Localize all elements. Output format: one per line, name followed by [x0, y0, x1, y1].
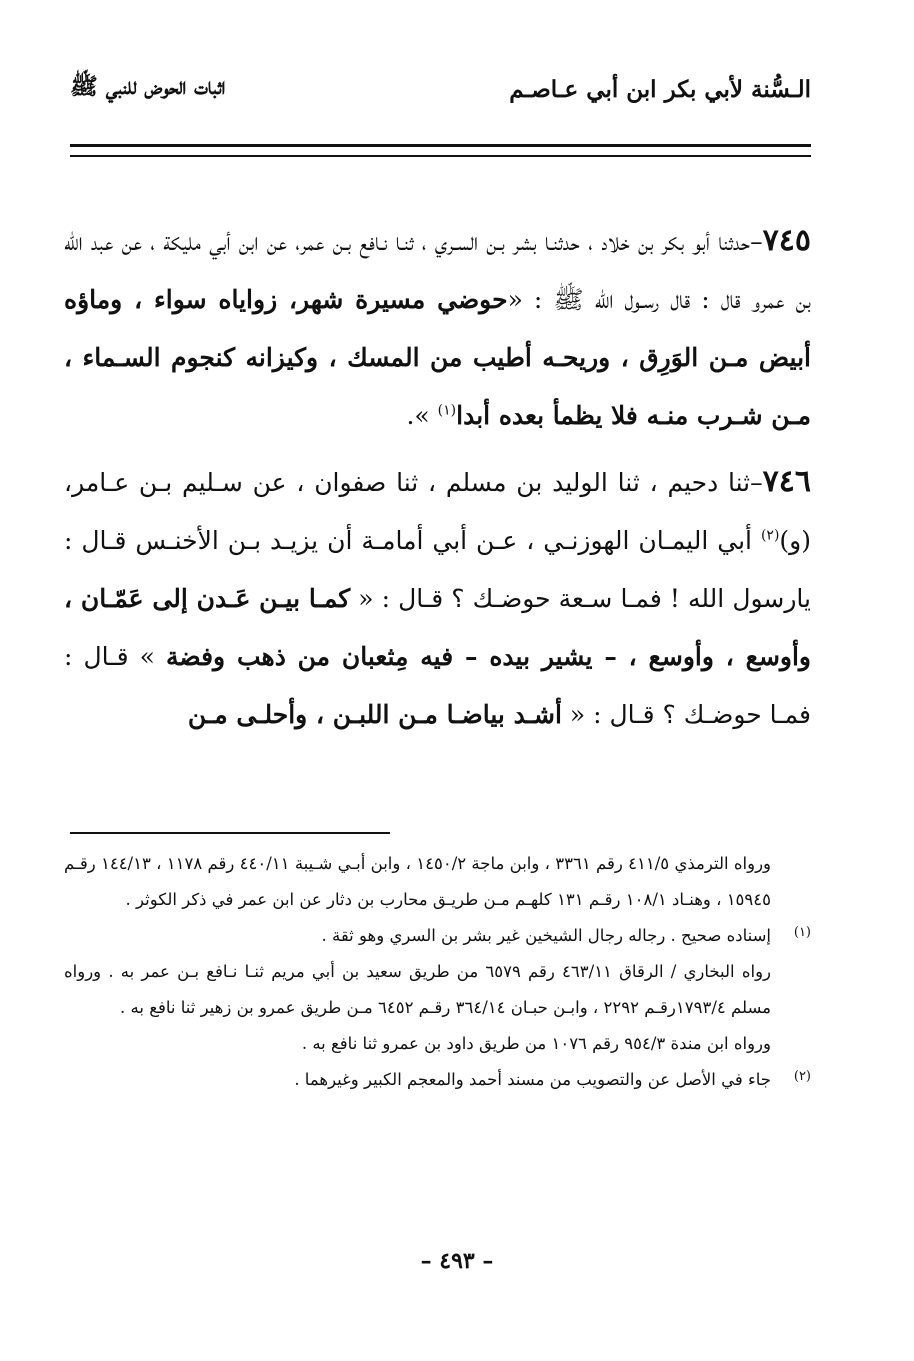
page-number: – ٤٩٣ – — [420, 1248, 494, 1274]
main-text — [64, 212, 811, 752]
hadith-matn: حوضي مسيرة شهر، زواياه سواء ، وماؤه أبيض مـن الوَرِق ، وريحـه أطيب من المسك ، وكيزانه كنجوم السـماء ، مـن شـرب منـه فلا يظمأ بعده أبدا — [64, 285, 811, 430]
footnote-continued: ورواه الترمذي ٤١١/٥ رقم ٣٣٦١ ، وابن ماجة ١٤٥٠/٢ ، وابن أبـي شـيبة ٤٤٠/١١ رقم ١١٧٨ ، ١٤٤/١٣ رقـم ١٥٩٤٥ ، وهنـاد ١٠٨/١ رقـم ١٣١ كلهـم مـن طريـق محارب بن دثار عن ابن عمر في ذكر الكوثر . — [64, 854, 772, 909]
hadith-closing: ». — [406, 401, 438, 430]
header-rule-thin — [70, 155, 811, 157]
footnote-ref-1[interactable]: (١) — [437, 402, 457, 419]
hadith-isnad-cont: أبي اليمـان الهوزنـي ، عـن أبي أمامـة أن يزيـد بـن الأخنـس قـال : يارسول الله ! فمـا سـعة حوضـك ؟ قـال : « — [64, 526, 811, 613]
footnote-text: إسناده صحيح . رجاله رجال الشيخين غير بشر بن السري وهو ثقة . — [321, 926, 771, 945]
footnote-separator — [70, 832, 390, 834]
footnotes — [64, 846, 811, 1098]
running-header — [70, 66, 811, 112]
hadith-746 — [64, 453, 811, 744]
footnote-1 — [64, 918, 811, 954]
footnote-1-cont2: ورواه ابن مندة ٩٥٤/٣ رقم ١٠٧٦ من طريق داود بن عمرو ثنا نافع به . — [301, 1034, 771, 1053]
hadith-middle: » قـال : فمـا حوضـك ؟ قـال : « — [64, 642, 811, 729]
hadith-isnad: –ثنا دحيم ، ثنا الوليد بن مسلم ، ثنا صفوان ، عن سـليم بـن عـامر، (و) — [64, 468, 811, 555]
hadith-matn-cont: أشـد بياضـا مـن اللبـن ، وأحلـى مـن — [187, 700, 562, 729]
hadith-number: ٧٤٦ — [762, 464, 811, 499]
footnote-2 — [64, 1062, 811, 1098]
footnote-marker: (١) — [793, 925, 811, 940]
chapter-title: اثبات الحوض للنبي ﷺ — [70, 73, 226, 100]
hadith-745 — [64, 212, 811, 445]
book-title: الـسُّنة لأبي بكر ابن أبي عـاصـم — [509, 75, 811, 103]
hadith-isnad: –حدثنا أبو بكر بن خلاد ، حدثنـا بشر بـن السـري ، ثنـا نـافع بـن عمر، عن ابن أبي مليكة ، عن عبد الله بن عمرو قال : قال رسـول الله ﷺ : « — [64, 227, 811, 314]
footnote-marker: (٢) — [793, 1069, 811, 1084]
footnote-1-cont: رواه البخاري / الرقاق ٤٦٣/١١ رقم ٦٥٧٩ من طريق سعيد بن أبي مريم ثنـا نـافع بـن عمر به . ورواه مسلم ١٧٩٣/٤رقـم ٢٢٩٢ ، وابـن حبـان ٣٦٤/١٤ رقـم ٦٤٥٢ مـن طريق عمرو بن زهير ثنا نافع به . — [64, 962, 771, 1017]
footnote-ref-2[interactable]: (٢) — [760, 527, 780, 544]
footnote-text: جاء في الأصل عن والتصويب من مسند أحمد والمعجم الكبير وغيرهما . — [294, 1070, 771, 1089]
hadith-number: ٧٤٥ — [762, 223, 811, 258]
header-rule-thick — [70, 144, 811, 147]
hadith-matn: كمـا بيـن عَـدن إلى عَمّـان ، وأوسع ، وأوسع ، – يشير بيده – فيه مِثعبان من ذهب وفضة — [64, 584, 811, 671]
